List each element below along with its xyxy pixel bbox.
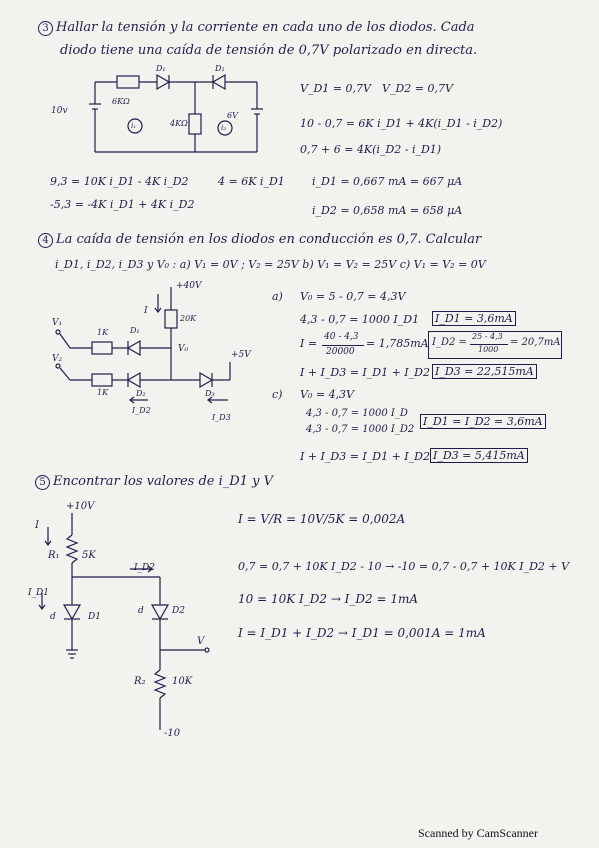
p3-sum: 4 = 6K i_D1 [218,175,285,188]
problem3-statement-line2: diodo tiene una caída de tensión de 0,7V polarizado en directa. [60,43,478,58]
p4-supply-right: +5V [231,350,251,360]
p3-resistor2-label: 4KΩ [170,119,188,128]
p4-a-result-id1: I_D1 = 3,6mA [432,311,516,326]
p4-a-eq2-right: = 1,785mA [366,337,429,350]
p4-a-eq2-num: 40 - 4,3 [324,332,359,342]
p4-vo-label: V₀ [178,344,189,354]
problem3-circuit-diagram [45,64,285,164]
p5-id2-label: I_D2 [134,563,155,573]
p4-r1-label: 1K [97,328,109,337]
p4-c-vo: V₀ = 4,3V [300,388,355,401]
p3-source-right-label: 6V [227,111,238,120]
p4-r2-label: 1K [97,388,109,397]
problem3-statement-line1: 3 Hallar la tensión y la corriente en cada uno de los diodos. Cada [38,20,475,36]
p4-d1-label: D₁ [130,326,140,335]
p4-a-box2-left: I_D2 = [432,337,467,348]
p5-d-left: d [50,612,56,622]
p3-loop1-label: i₁ [131,122,137,130]
p5-d-right: d [138,606,144,616]
problem5-number: 5 [35,475,50,490]
p4-a-eq2-fraction-bar [322,345,364,346]
p3-diode2-label: D₂ [215,64,225,73]
p4-c-eq1: 4,3 - 0,7 = 1000 I_D [306,408,408,419]
p4-a-eq1: 4,3 - 0,7 = 1000 I_D1 [300,313,420,326]
p3-sys2: -5,3 = -4K i_D1 + 4K i_D2 [50,198,195,211]
p4-d2-label: D₂ [136,389,146,398]
p5-d2-label: D2 [172,606,185,616]
p3-source-left-label: 10v [51,106,68,116]
p5-supply-top: +10V [66,501,95,512]
p3-eq2: 0,7 + 6 = 4K(i_D2 - i_D1) [300,143,442,156]
p4-c-eq3: I + I_D3 = I_D1 + I_D2 [300,450,430,463]
p4-a-box2-den: 1000 [478,345,499,354]
p4-supply-top: +40V [176,281,202,291]
p4-a-vo: V₀ = 5 - 0,7 = 4,3V [300,290,406,303]
problem4-statement-line2: i_D1, i_D2, i_D3 y V₀ : a) V₁ = 0V ; V₂ = 25V b) V₁ = V₂ = 25V c) V₁ = V₂ = 0V [55,258,486,271]
p3-result1: i_D1 = 0,667 mA = 667 μA [312,175,463,188]
p4-id2-label: I_D2 [132,406,151,415]
problem3-number: 3 [38,21,53,36]
problem4-circuit-diagram [50,282,260,432]
p3-result2: i_D2 = 0,658 mA = 658 μA [312,204,463,217]
p4-d3-label: D₃ [205,389,215,398]
scanner-watermark: Scanned by CamScanner [418,826,538,840]
p5-v-label: V [197,636,205,647]
p5-eq4: I = I_D1 + I_D2 → I_D1 = 0,001A = 1mA [238,626,486,640]
p5-r2-value: 10K [172,676,193,687]
p5-r1-value: 5K [82,550,96,561]
p3-vd1: V_D1 = 0,7V [300,82,371,95]
problem5-circuit-diagram [30,505,220,745]
p5-supply-bottom: -10 [164,728,181,739]
p4-a-result-id3: I_D3 = 22,515mA [432,364,537,379]
p5-r1-label: R₁ [48,550,60,561]
p5-eq2: 0,7 = 0,7 + 10K I_D2 - 10 → -10 = 0,7 - 0,7 + 10K I_D2 + V [238,560,570,573]
p4-r-top-label: 20K [180,314,197,323]
problem4-statement-line1: 4 La caída de tensión en los diodos en conducción es 0,7. Calcular [38,232,481,248]
p5-current-i: I [35,520,39,531]
p5-d1-label: D1 [88,612,101,622]
p4-current-i: I [144,306,148,316]
problem5-statement: 5 Encontrar los valores de i_D1 y V [35,474,273,490]
p3-vd2: V_D2 = 0,7V [382,82,453,95]
p4-a-eq2-left: I = [300,337,318,350]
p4-c-result-id1-id2: I_D1 = I_D2 = 3,6mA [420,414,546,429]
p3-eq1: 10 - 0,7 = 6K i_D1 + 4K(i_D1 - i_D2) [300,117,503,130]
p4-a-eq3: I + I_D3 = I_D1 + I_D2 [300,366,430,379]
p4-id3-label: I_D3 [212,413,231,422]
p4-a-box2-num: 25 - 4,3 [472,332,503,341]
p4-a-label: a) [272,290,283,303]
p5-r2-label: R₂ [134,676,146,687]
p3-resistor1-label: 6KΩ [112,97,130,106]
p5-eq3: 10 = 10K I_D2 → I_D2 = 1mA [238,592,419,606]
p3-sys1: 9,3 = 10K i_D1 - 4K i_D2 [50,175,189,188]
problem4-number: 4 [38,233,53,248]
p4-v2-label: V₂ [52,354,63,364]
p3-diode1-label: D₁ [156,64,166,73]
p4-c-eq2: 4,3 - 0,7 = 1000 I_D2 [306,424,415,435]
p5-eq1: I = V/R = 10V/5K = 0,002A [238,512,406,526]
p4-c-label: c) [272,388,283,401]
p4-c-result-id3: I_D3 = 5,415mA [430,448,528,463]
p3-loop2-label: i₂ [221,124,227,132]
p4-a-box2-right: = 20,7mA [510,337,561,348]
p4-a-eq2-den: 20000 [326,347,355,357]
p5-id1-label: I_D1 [28,588,49,598]
p4-v1-label: V₁ [52,318,63,328]
